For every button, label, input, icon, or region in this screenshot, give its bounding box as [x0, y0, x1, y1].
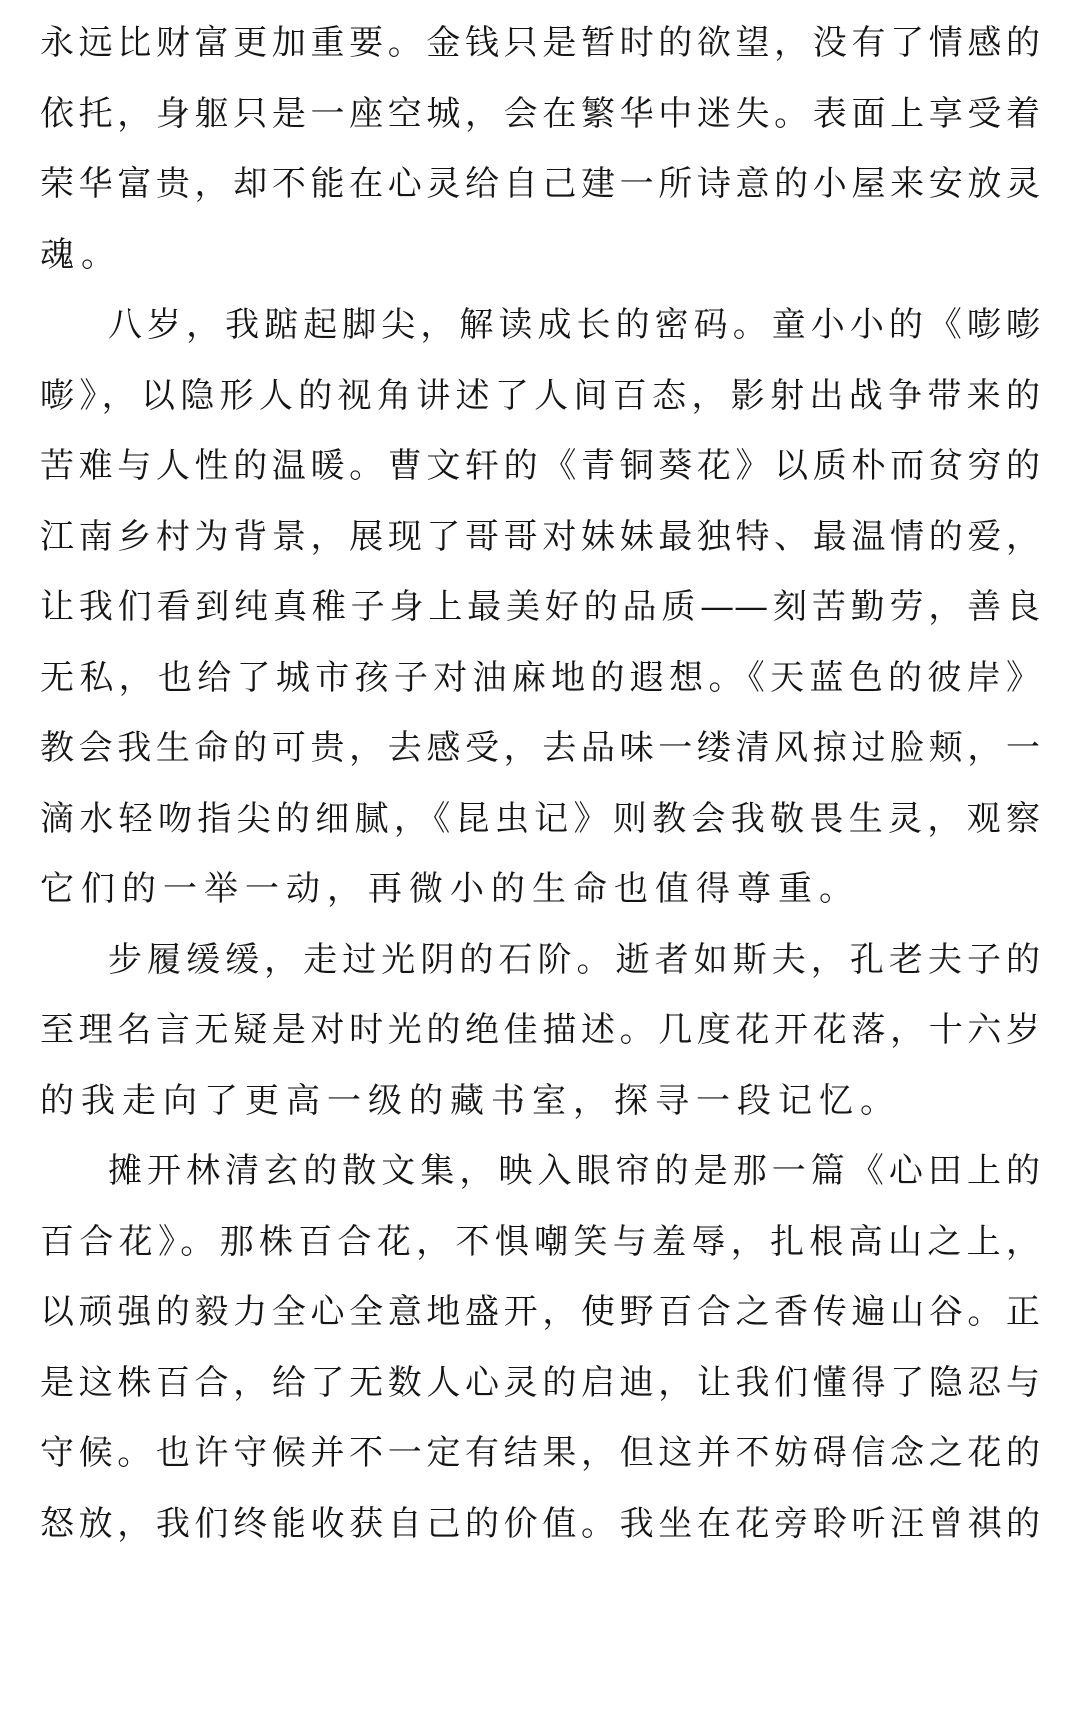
text-line: 的我走向了更高一级的藏书室，探寻一段记忆。 — [40, 1080, 901, 1121]
text-line: 永远比财富更加重要。金钱只是暂时的欲望，没有了情感的 — [40, 23, 1040, 63]
text-line: 是这株百合，给了无数人心灵的启迪，让我们懂得了隐忍与 — [40, 1362, 1040, 1403]
text-line: 至理名言无疑是对时光的绝佳描述。几度花开花落，十六岁 — [40, 1010, 1040, 1050]
text-line: 八岁，我踮起脚尖，解读成长的密码。童小小的《嘭嘭 — [108, 305, 1040, 345]
text-line: 摊开林清玄的散文集，映入眼帘的是那一篇《心田上的 — [108, 1151, 1040, 1191]
text-line: 嘭》，以隐形人的视角讲述了人间百态，影射出战争带来的 — [40, 375, 1040, 416]
text-line: 守候。也许守候并不一定有结果，但这并不妨碍信念之花的 — [40, 1433, 1040, 1473]
text-line: 怒放，我们终能收获自己的价值。我坐在花旁聆听汪曾祺的 — [40, 1503, 1040, 1544]
text-line: 无私，也给了城市孩子对油麻地的遐想。《天蓝色的彼岸》 — [40, 657, 1040, 698]
text-line: 百合花》。那株百合花，不惧嘲笑与羞辱，扎根高山之上， — [40, 1221, 1040, 1262]
text-line: 荣华富贵，却不能在心灵给自己建一所诗意的小屋来安放灵 — [40, 164, 1040, 204]
text-line: 教会我生命的可贵，去感受，去品味一缕清风掠过脸颊，一 — [40, 728, 1040, 768]
text-line: 以顽强的毅力全心全意地盛开，使野百合之香传遍山谷。正 — [40, 1292, 1040, 1332]
text-line: 江南乡村为背景，展现了哥哥对妹妹最独特、最温情的爱， — [40, 516, 1040, 557]
text-line: 让我们看到纯真稚子身上最美好的品质——刻苦勤劳，善良 — [40, 587, 1040, 627]
text-line: 魂。 — [40, 234, 122, 275]
text-line: 滴水轻吻指尖的细腻，《昆虫记》则教会我敬畏生灵，观察 — [40, 798, 1040, 839]
text-line: 步履缓缓，走过光阴的石阶。逝者如斯夫，孔老夫子的 — [108, 939, 1040, 980]
text-line: 它们的一举一动，再微小的生命也值得尊重。 — [40, 869, 860, 909]
text-line: 依托，身躯只是一座空城，会在繁华中迷失。表面上享受着 — [40, 93, 1040, 134]
text-line: 苦难与人性的温暖。曹文轩的《青铜葵花》以质朴而贫穷的 — [40, 446, 1040, 486]
